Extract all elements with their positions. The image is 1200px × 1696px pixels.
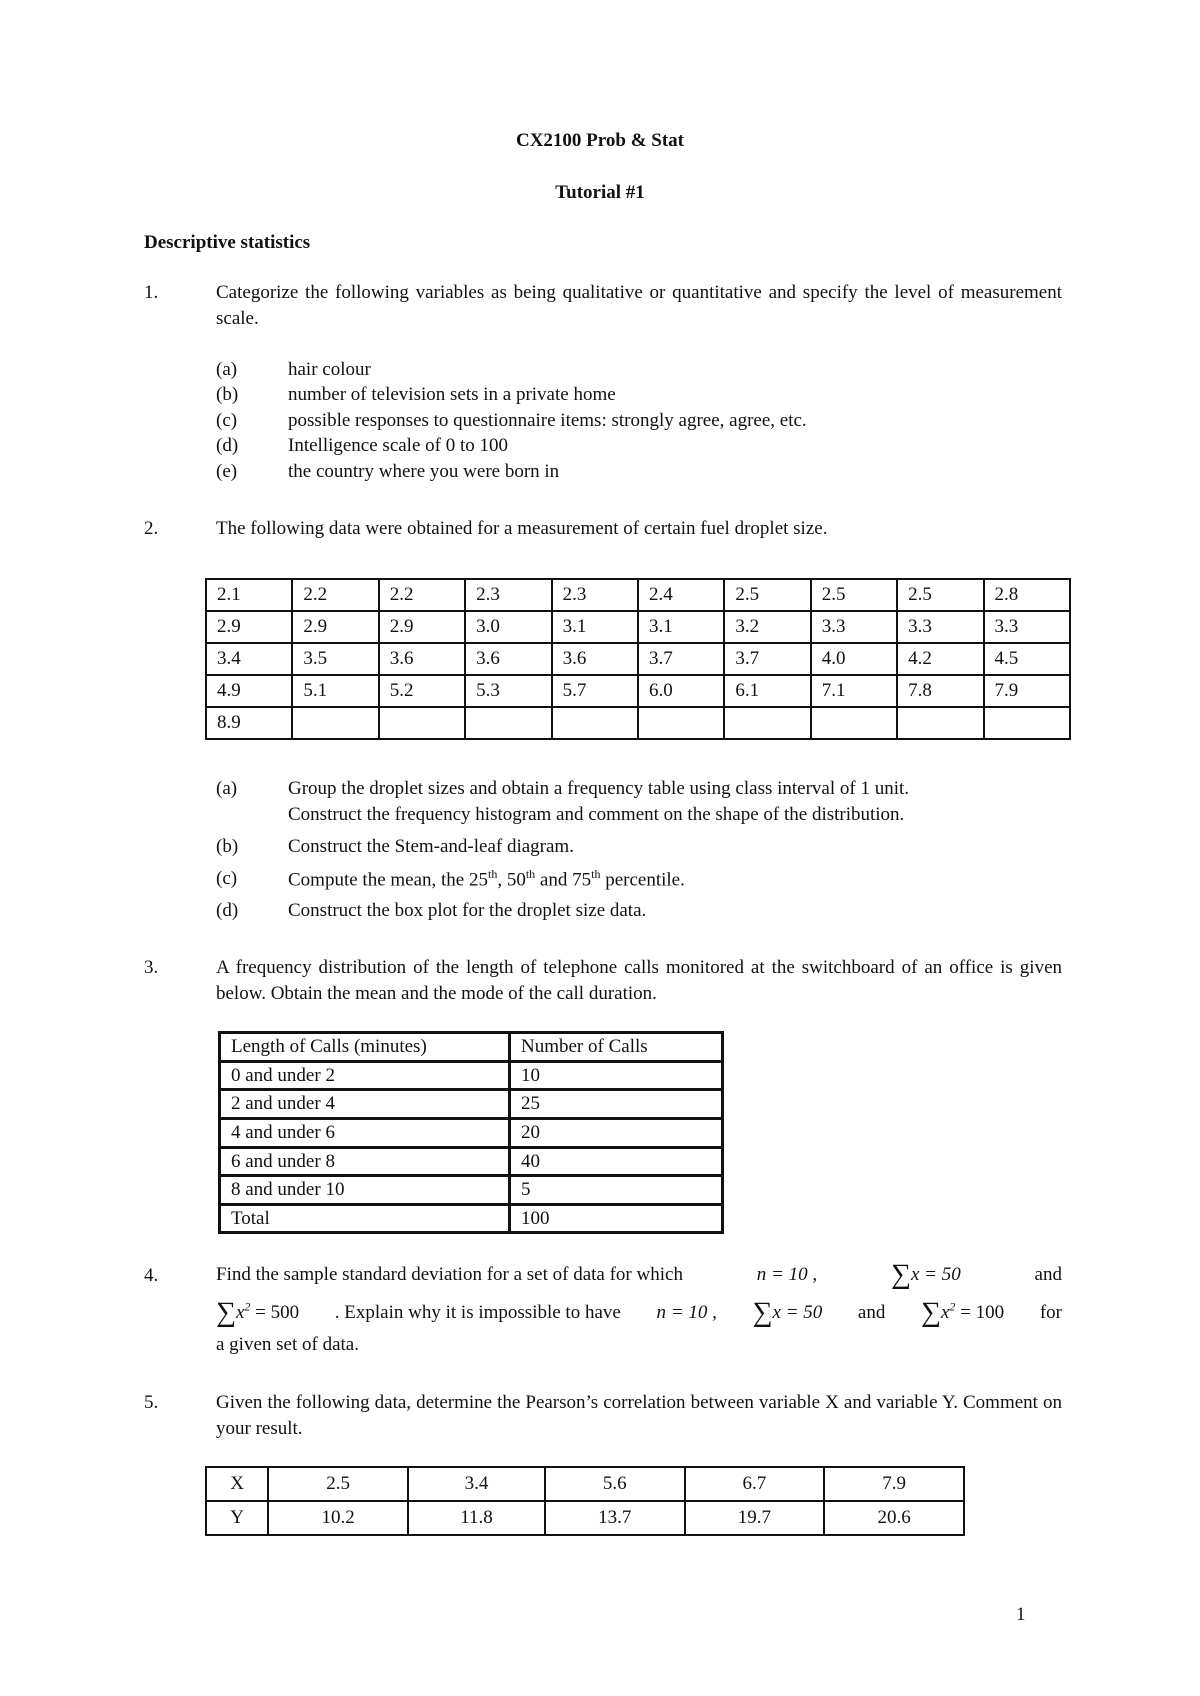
q2c-sup: th xyxy=(525,867,536,881)
droplet-data-body xyxy=(206,579,1070,739)
q4-n-expr: n = 10 , xyxy=(756,1264,818,1285)
table-cell: 3.6 xyxy=(552,643,638,675)
table-cell: 4.2 xyxy=(897,643,983,675)
table-cell: 4 and under 6 xyxy=(220,1118,510,1147)
q2c-text-pre: Compute the mean, the 25 xyxy=(288,869,488,891)
q2c-sup: th xyxy=(487,867,498,881)
sigma-icon: ∑ xyxy=(921,1297,941,1328)
table-cell: 2 and under 4 xyxy=(220,1090,510,1119)
table-header-cell: Number of Calls xyxy=(510,1033,723,1062)
table-total-row xyxy=(220,1204,723,1233)
xy-data-table xyxy=(205,1466,965,1536)
q1-text: Categorize the following variables as being qualitative or quantitative and specify the level of measurement scale. xyxy=(216,282,1062,329)
q2c-text-mid: , 50 xyxy=(497,869,526,891)
q1-item-label: (a) xyxy=(216,359,238,380)
q4-text-part: a given set of data. xyxy=(216,1334,359,1355)
table-cell: 7.9 xyxy=(824,1467,964,1501)
table-cell: 5.3 xyxy=(465,675,551,707)
table-cell: 2.1 xyxy=(206,579,292,611)
table-cell xyxy=(897,707,983,739)
table-cell: 4.9 xyxy=(206,675,292,707)
table-cell: 13.7 xyxy=(545,1501,685,1535)
table-cell: 2.9 xyxy=(206,611,292,643)
table-cell: 5.7 xyxy=(552,675,638,707)
q4-number: 4. xyxy=(144,1265,159,1286)
q1-item-label: (b) xyxy=(216,384,239,405)
table-cell: 6.1 xyxy=(724,675,810,707)
table-cell: 2.5 xyxy=(811,579,897,611)
q4-sum-x2-expr: $\sum x^2 = 100$ xyxy=(921,1297,1005,1328)
table-cell: 3.6 xyxy=(465,643,551,675)
table-row xyxy=(220,1090,723,1119)
row-label: X xyxy=(206,1467,268,1501)
table-cell: 3.2 xyxy=(724,611,810,643)
q2c-text-mid: and 75 xyxy=(535,869,592,891)
x-row xyxy=(206,1467,964,1501)
sigma-icon: ∑ xyxy=(890,1259,911,1290)
table-row xyxy=(206,611,1070,643)
table-cell: 2.5 xyxy=(724,579,810,611)
table-cell: 2.2 xyxy=(292,579,378,611)
table-cell xyxy=(984,707,1070,739)
q4-text-part: . Explain why it is impossible to have xyxy=(334,1302,621,1323)
table-cell: 5.2 xyxy=(379,675,465,707)
table-cell: 5 xyxy=(510,1176,723,1205)
q2-part-text: Construct the box plot for the droplet size data. xyxy=(288,900,647,921)
table-cell: 7.8 xyxy=(897,675,983,707)
q4-text-part: for xyxy=(1039,1302,1062,1323)
table-cell: 2.4 xyxy=(638,579,724,611)
table-row xyxy=(220,1061,723,1090)
q1-item-text: the country where you were born in xyxy=(288,461,560,482)
table-cell: 7.9 xyxy=(984,675,1070,707)
table-cell: 0 and under 2 xyxy=(220,1061,510,1090)
table-cell: 8 and under 10 xyxy=(220,1176,510,1205)
q5-text: Given the following data, determine the Pearson’s correlation between variable X and variable Y. Comment on your result. xyxy=(216,1392,1062,1439)
section-heading: Descriptive statistics xyxy=(144,232,311,253)
table-cell xyxy=(465,707,551,739)
table-cell: 3.7 xyxy=(638,643,724,675)
q1-item-text: hair colour xyxy=(288,359,371,380)
table-cell: 40 xyxy=(510,1147,723,1176)
table-row xyxy=(206,643,1070,675)
table-cell xyxy=(638,707,724,739)
table-cell: 3.4 xyxy=(408,1467,545,1501)
page-number: 1 xyxy=(1016,1604,1026,1625)
table-cell: Total xyxy=(220,1204,510,1233)
table-cell: 20 xyxy=(510,1118,723,1147)
table-cell: 7.1 xyxy=(811,675,897,707)
q4-sum-x-expr: ∑x = 50 xyxy=(752,1297,823,1328)
table-cell xyxy=(552,707,638,739)
table-cell: 2.3 xyxy=(552,579,638,611)
call-length-body xyxy=(220,1033,723,1233)
table-cell: 10 xyxy=(510,1061,723,1090)
q4-line xyxy=(216,1256,1062,1294)
table-cell: 19.7 xyxy=(685,1501,825,1535)
table-cell: 2.5 xyxy=(897,579,983,611)
q1-item-label: (e) xyxy=(216,461,238,482)
q1-number: 1. xyxy=(144,282,159,303)
q3-number: 3. xyxy=(144,957,159,978)
table-cell: 6 and under 8 xyxy=(220,1147,510,1176)
q4-text-part: Find the sample standard deviation for a set of data for which xyxy=(216,1264,683,1285)
q2c-sup: th xyxy=(591,867,601,881)
q1-item-label: (c) xyxy=(216,410,238,431)
q2-text: The following data were obtained for a measurement of certain fuel droplet size. xyxy=(216,518,828,539)
table-cell xyxy=(811,707,897,739)
table-cell: 100 xyxy=(510,1204,723,1233)
table-cell: 5.6 xyxy=(545,1467,685,1501)
table-cell: 3.5 xyxy=(292,643,378,675)
table-cell: 3.1 xyxy=(638,611,724,643)
table-cell: 25 xyxy=(510,1090,723,1119)
q4-line xyxy=(216,1294,1062,1332)
table-row xyxy=(220,1118,723,1147)
table-row xyxy=(220,1147,723,1176)
table-cell: 6.7 xyxy=(685,1467,825,1501)
row-label: Y xyxy=(206,1501,268,1535)
droplet-data-table xyxy=(205,578,1071,740)
q2-part-text: Construct the Stem-and-leaf diagram. xyxy=(288,836,574,857)
q2-part-text: Group the droplet sizes and obtain a frequency table using class interval of 1 unit. xyxy=(288,778,910,799)
table-cell: 3.3 xyxy=(984,611,1070,643)
course-title: CX2100 Prob & Stat xyxy=(515,130,684,151)
table-cell: 4.0 xyxy=(811,643,897,675)
table-cell: 3.4 xyxy=(206,643,292,675)
q2-part-label: (b) xyxy=(216,836,239,857)
sigma-icon: ∑ xyxy=(216,1297,236,1328)
table-cell: 3.3 xyxy=(811,611,897,643)
table-cell: 10.2 xyxy=(268,1501,408,1535)
table-cell: 4.5 xyxy=(984,643,1070,675)
q1-item-text: Intelligence scale of 0 to 100 xyxy=(288,435,509,456)
table-cell: 6.0 xyxy=(638,675,724,707)
table-header-row xyxy=(220,1033,723,1062)
q2c-text-post: percentile. xyxy=(600,869,685,891)
q4-text-part: and xyxy=(857,1302,886,1323)
table-cell: 3.7 xyxy=(724,643,810,675)
tutorial-title: Tutorial #1 xyxy=(555,182,645,203)
q2-part-text xyxy=(288,866,685,893)
table-cell: 2.2 xyxy=(379,579,465,611)
call-length-table xyxy=(218,1031,724,1234)
table-row xyxy=(206,579,1070,611)
table-cell: 11.8 xyxy=(408,1501,545,1535)
table-cell: 2.8 xyxy=(984,579,1070,611)
table-cell: 3.6 xyxy=(379,643,465,675)
q1-item-label: (d) xyxy=(216,435,239,456)
q1-item-text: number of television sets in a private home xyxy=(288,384,616,405)
q1-item-text: possible responses to questionnaire items: strongly agree, agree, etc. xyxy=(288,410,807,431)
table-cell: 8.9 xyxy=(206,707,292,739)
q4-text xyxy=(216,1256,1062,1358)
table-cell: 3.3 xyxy=(897,611,983,643)
table-cell: 2.5 xyxy=(268,1467,408,1501)
table-row xyxy=(206,675,1070,707)
table-row xyxy=(220,1176,723,1205)
q4-sum-x2-expr: $\sum x^2 = 500$ xyxy=(216,1297,300,1328)
q2-part-label: (d) xyxy=(216,900,239,921)
q2-part-label: (c) xyxy=(216,868,238,889)
q5-number: 5. xyxy=(144,1392,159,1413)
table-cell xyxy=(724,707,810,739)
table-cell: 3.0 xyxy=(465,611,551,643)
table-cell: 2.3 xyxy=(465,579,551,611)
table-header-cell: Length of Calls (minutes) xyxy=(220,1033,510,1062)
q4-sum-x-expr: ∑x = 50 xyxy=(890,1259,961,1290)
q2-number: 2. xyxy=(144,518,159,539)
table-row xyxy=(206,707,1070,739)
xy-data-body xyxy=(206,1467,964,1535)
table-cell: 20.6 xyxy=(824,1501,964,1535)
table-cell: 3.1 xyxy=(552,611,638,643)
table-cell xyxy=(379,707,465,739)
table-cell: 2.9 xyxy=(292,611,378,643)
y-row xyxy=(206,1501,964,1535)
table-cell: 5.1 xyxy=(292,675,378,707)
table-cell: 2.9 xyxy=(379,611,465,643)
q4-text-part: and xyxy=(1034,1264,1062,1285)
q4-n-expr: n = 10 , xyxy=(656,1302,717,1323)
q3-text: A frequency distribution of the length of telephone calls monitored at the switchboard of an office is given below. Obtain the mean and the mode of the call duration. xyxy=(216,957,1062,1004)
q2-part-text: Construct the frequency histogram and comment on the shape of the distribution. xyxy=(288,804,905,825)
q2-part-label: (a) xyxy=(216,778,238,799)
table-cell xyxy=(292,707,378,739)
sigma-icon: ∑ xyxy=(752,1297,773,1328)
